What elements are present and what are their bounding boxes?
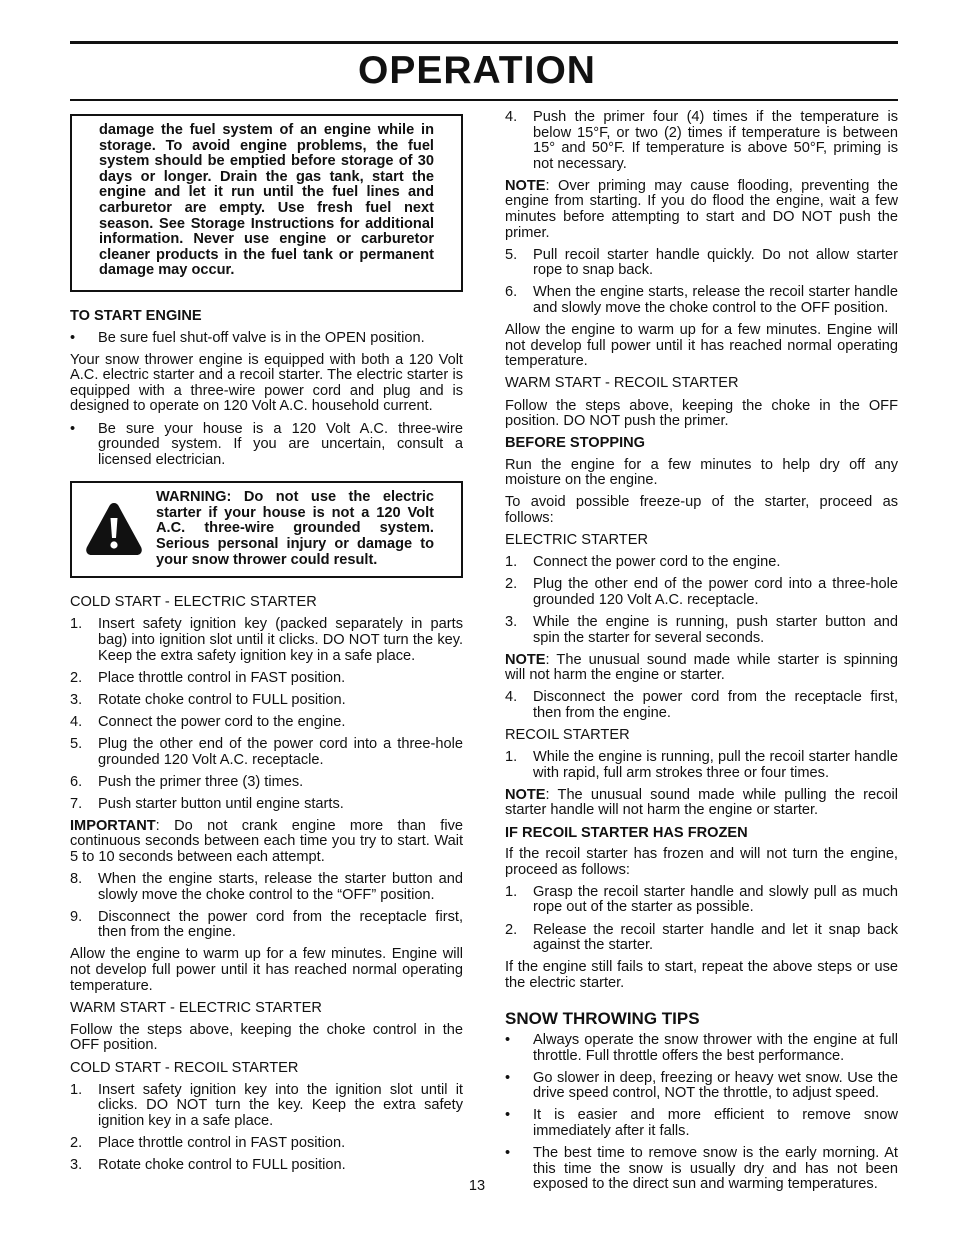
left-column (70, 114, 463, 1180)
recoil-starter-steps (505, 750, 898, 781)
still-fails-text: If the engine still fails to start, repeat the above steps or use the electric starter. (505, 959, 898, 991)
cold-start-recoil-heading: COLD START - RECOIL STARTER (70, 1059, 299, 1076)
over-priming-note: NOTE: Over priming may cause flooding, preventing the engine from starting. If you do flood the engine, wait a few minutes before attempting to start and DO NOT push the primer. (505, 177, 898, 241)
list-item: 9. Disconnect the power cord from the receptacle first, then from the engine. (70, 908, 463, 941)
cold-electric-steps-continued (70, 872, 463, 941)
caution-box (70, 114, 463, 292)
list-item: • Be sure fuel shut-off valve is in the OPEN position. (70, 329, 425, 346)
list-item: 3. Rotate choke control to FULL position. (70, 691, 346, 708)
warning-text: WARNING: Do not use the electric starter if your house is not a 120 Volt A.C. three-wire grounded system. Serious personal injury or damage to your snow thrower could result. (156, 489, 434, 568)
frozen-recoil-text: If the recoil starter has frozen and will not turn the engine, proceed as follows: (505, 846, 898, 878)
list-item: • It is easier and more efficient to remove snow immediately after it falls. (505, 1107, 898, 1139)
snow-throwing-tips-list (505, 1033, 898, 1193)
before-stopping-text: Run the engine for a few minutes to help dry off any moisture on the engine. (505, 456, 898, 489)
caution-text: damage the fuel system of an engine while in storage. To avoid engine problems, the fuel system should be emptied before storage of 30 days or longer. Drain the gas tank, start the engine and let it run until the fuel lines and carburetor are empty. Use fresh fuel next season. See Storage Instructions for additional information. Never use engine or carburetor cleaner products in the fuel tank or permanent damage may occur. (99, 122, 434, 279)
warning-box (70, 481, 463, 578)
list-item: • Be sure your house is a 120 Volt A.C. three-wire grounded system. If you are uncertain, consult a licensed electrician. (70, 420, 463, 468)
list-item: 2. Place throttle control in FAST position. (70, 1134, 346, 1151)
recoil-sound-note: NOTE: The unusual sound made while pulling the recoil starter handle will not harm the engine or starter. (505, 786, 898, 819)
list-item: 5. Pull recoil starter handle quickly. Do not allow starter rope to snap back. (505, 246, 898, 279)
starter-description: Your snow thrower engine is equipped with both a 120 Volt A.C. electric starter and a recoil starter. The electric starter is equipped with a three-wire power cord and plug and is designed to operate on 120 Volt A.C. household current. (70, 351, 463, 415)
page-number: 13 (468, 1178, 486, 1194)
warm-start-electric-text: Follow the steps above, keeping the choke control in the OFF position. (70, 1021, 463, 1054)
snow-throwing-tips-heading: SNOW THROWING TIPS (505, 1009, 700, 1029)
list-item: 4. Disconnect the power cord from the receptacle first, then from the engine. (505, 689, 898, 721)
list-item: 4. Connect the power cord to the engine. (70, 713, 346, 730)
list-item: 1. Grasp the recoil starter handle and slowly pull as much rope out of the starter as possible. (505, 883, 898, 916)
cold-recoil-steps (70, 1083, 463, 1174)
right-column (505, 110, 898, 1199)
list-item: 1. While the engine is running, pull the recoil starter handle with rapid, full arm strokes three or four times. (505, 749, 898, 781)
cold-recoil-steps-continued (505, 110, 898, 172)
list-item: • The best time to remove snow is the early morning. At this time the snow is usually dry and has not been exposed to the direct sun and warming temperatures. (505, 1145, 898, 1193)
starter-sound-note: NOTE: The unusual sound made while starter is spinning will not harm the engine or starter. (505, 651, 898, 684)
electric-starter-steps-continued (505, 690, 898, 721)
list-item: 7. Push starter button until engine starts. (70, 795, 344, 812)
cold-electric-steps (70, 617, 463, 812)
list-item: 4. Push the primer four (4) times if the temperature is below 15°F, or two (2) times if temperature is between 15° and 50°F. If temperature is above 50°F, priming is not necessary. (505, 109, 898, 172)
freeze-up-text: To avoid possible freeze-up of the starter, proceed as follows: (505, 494, 898, 527)
list-item: 1. Connect the power cord to the engine. (505, 554, 781, 571)
list-item: 2. Release the recoil starter handle and let it snap back against the starter. (505, 921, 898, 954)
list-item: 1. Insert safety ignition key (packed separately in parts bag) into ignition slot until it clicks. DO NOT turn the key. Keep the extra safety ignition key in a safe place. (70, 616, 463, 664)
list-item: 3. While the engine is running, push starter button and spin the starter for several seconds. (505, 614, 898, 646)
cold-start-electric-heading: COLD START - ELECTRIC STARTER (70, 594, 317, 611)
to-start-engine-heading: TO START ENGINE (70, 307, 202, 324)
header-rule-bottom (70, 99, 898, 101)
page-title: OPERATION (358, 49, 596, 92)
fuel-valve-list (70, 331, 463, 347)
recoil-steps-b (505, 248, 898, 317)
important-note: IMPORTANT: Do not crank engine more than five continuous seconds between each time you try to start. Wait 5 to 10 seconds between each attempt. (70, 817, 463, 865)
header-rule-top (70, 41, 898, 44)
recoil-starter-heading: RECOIL STARTER (505, 727, 630, 744)
list-item: 3. Rotate choke control to FULL position. (70, 1156, 346, 1173)
list-item: • Always operate the snow thrower with the engine at full throttle. Full throttle offers the best performance. (505, 1032, 898, 1064)
list-item: 2. Place throttle control in FAST position. (70, 669, 346, 686)
list-item: 2. Plug the other end of the power cord into a three-hole grounded 120 Volt A.C. receptacle. (505, 576, 898, 608)
electric-starter-steps (505, 555, 898, 646)
warm-start-electric-heading: WARM START - ELECTRIC STARTER (70, 999, 322, 1016)
frozen-recoil-steps (505, 885, 898, 954)
frozen-recoil-heading: IF RECOIL STARTER HAS FROZEN (505, 824, 748, 841)
list-item: 5. Plug the other end of the power cord into a three-hole grounded 120 Volt A.C. receptacle. (70, 735, 463, 768)
warmup-paragraph: Allow the engine to warm up for a few minutes. Engine will not develop full power until it has reached normal operating temperature. (505, 322, 898, 370)
grounded-system-list (70, 422, 463, 469)
warmup-paragraph: Allow the engine to warm up for a few minutes. Engine will not develop full power until it has reached normal operating temperature. (70, 946, 463, 994)
warning-triangle-icon (84, 500, 144, 558)
list-item: 6. Push the primer three (3) times. (70, 773, 304, 790)
list-item: 1. Insert safety ignition key into the ignition slot until it clicks. DO NOT turn the key. Keep the extra safety ignition key in a safe place. (70, 1081, 463, 1129)
list-item: 6. When the engine starts, release the recoil starter handle and slowly move the choke control to the OFF position. (505, 284, 898, 317)
electric-starter-heading: ELECTRIC STARTER (505, 532, 648, 549)
warm-start-recoil-heading: WARM START - RECOIL STARTER (505, 375, 739, 392)
before-stopping-heading: BEFORE STOPPING (505, 435, 646, 452)
warm-start-recoil-text: Follow the steps above, keeping the choke in the OFF position. DO NOT push the primer. (505, 397, 898, 430)
list-item: 8. When the engine starts, release the starter button and slowly move the choke control to the “OFF” position. (70, 871, 463, 903)
list-item: • Go slower in deep, freezing or heavy wet snow. Use the drive speed control, NOT the throttle, to adjust speed. (505, 1069, 898, 1102)
